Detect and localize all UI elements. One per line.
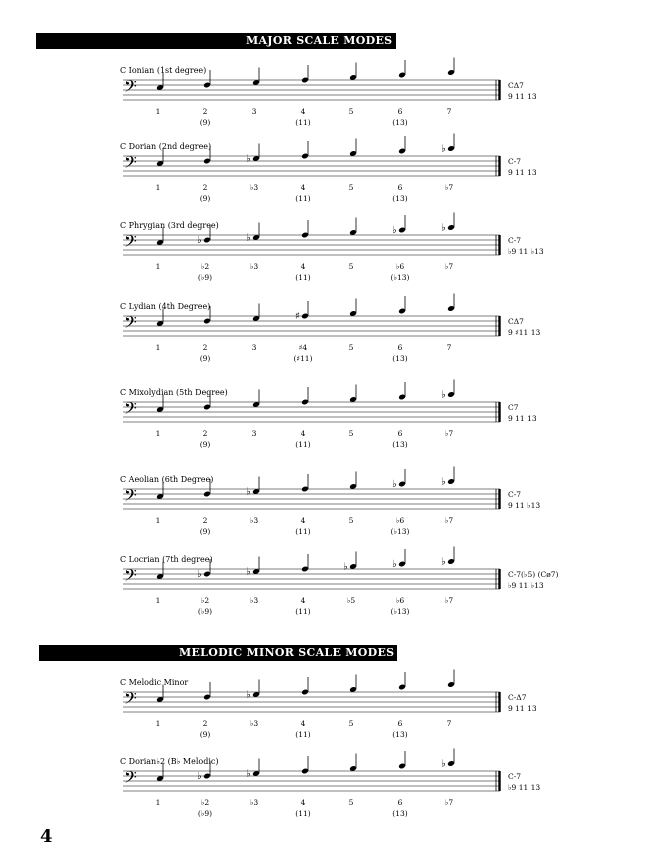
degree-label: 1 (155, 429, 161, 438)
major-scale-modes-header (36, 33, 396, 49)
flat-icon: ♭ (246, 232, 251, 244)
mode-staff (0, 556, 648, 629)
flat-icon: ♭ (441, 758, 446, 770)
chord-symbol: C-7 (508, 490, 522, 499)
degree-label: ♭5 (346, 596, 356, 605)
degree-label: 4 (300, 183, 306, 192)
note (203, 682, 211, 700)
mode-label: C Dorian♭2 (B♭ Melodic) (120, 757, 219, 766)
degree-label: 1 (155, 343, 161, 352)
bass-clef-icon: 𝄢 (124, 485, 137, 509)
note (398, 549, 406, 567)
sharp-icon: ♯ (295, 311, 300, 322)
flat-icon: ♭ (392, 559, 397, 570)
note (398, 296, 406, 314)
mode-label: C Ionian (1st degree) (120, 66, 207, 75)
degree-label: ♭2 (200, 262, 210, 271)
note (301, 677, 309, 695)
note (252, 68, 260, 86)
note (447, 467, 455, 485)
note (252, 144, 260, 162)
note (156, 149, 164, 167)
bass-clef-icon: 𝄢 (124, 152, 137, 176)
melodic-minor-scale-modes-header (39, 645, 397, 661)
degree-label: 6 (397, 719, 403, 728)
tension-label: (♭13) (390, 607, 410, 616)
tension-label: (11) (295, 607, 311, 616)
note (252, 223, 260, 241)
tension-label: (9) (199, 118, 211, 127)
note (156, 764, 164, 782)
tension-label: (13) (392, 730, 408, 739)
note (349, 675, 357, 693)
degree-label: ♭6 (395, 596, 405, 605)
degree-label: 1 (155, 596, 161, 605)
mode-label: C Aeolian (6th Degree) (120, 475, 214, 484)
chord-tensions: 9 11 13 (508, 704, 537, 713)
chord-tensions: ♭9 11 ♭13 (508, 581, 544, 590)
mode-staff (0, 143, 648, 216)
degree-label: ♭7 (444, 798, 454, 807)
degree-label: 4 (300, 596, 306, 605)
degree-label: 6 (397, 429, 403, 438)
flat-icon: ♭ (441, 556, 446, 568)
note (203, 146, 211, 164)
degree-label: 4 (300, 429, 306, 438)
note (156, 309, 164, 327)
mode-label: C Dorian (2nd degree) (120, 142, 212, 151)
tension-label: (♭9) (197, 607, 213, 616)
note (156, 228, 164, 246)
tension-label: (♯11) (293, 354, 313, 363)
note (349, 552, 357, 570)
bass-clef-icon: 𝄢 (124, 767, 137, 791)
note (349, 299, 357, 317)
chord-tensions: ♭9 11 13 (508, 783, 541, 792)
note (349, 63, 357, 81)
tension-label: (11) (295, 730, 311, 739)
tension-label: (13) (392, 809, 408, 818)
degree-label: ♭3 (249, 516, 259, 525)
note (203, 392, 211, 410)
note (156, 73, 164, 91)
degree-label: ♯4 (298, 343, 308, 352)
note (398, 382, 406, 400)
note (349, 218, 357, 236)
note (156, 482, 164, 500)
tension-label: (11) (295, 809, 311, 818)
tension-label: (11) (295, 118, 311, 127)
flat-icon: ♭ (392, 479, 397, 490)
note (398, 751, 406, 769)
chord-symbol: C-7(♭5) (Cø7) (508, 570, 559, 579)
degree-label: 1 (155, 798, 161, 807)
tension-label: (11) (295, 527, 311, 536)
mode-label: C Phrygian (3rd degree) (120, 221, 219, 230)
degree-label: ♭3 (249, 262, 259, 271)
flat-icon: ♭ (197, 235, 202, 246)
section-title: MAJOR SCALE MODES (246, 34, 393, 47)
page-number: 4 (40, 826, 53, 847)
note (398, 215, 406, 233)
note (398, 469, 406, 487)
tension-label: (13) (392, 354, 408, 363)
degree-label: 7 (446, 107, 452, 116)
degree-label: 5 (348, 107, 354, 116)
note (156, 395, 164, 413)
note (252, 390, 260, 408)
degree-label: 5 (348, 343, 354, 352)
tension-label: (9) (199, 527, 211, 536)
degree-label: 6 (397, 183, 403, 192)
degree-label: 7 (446, 719, 452, 728)
degree-label: ♭7 (444, 429, 454, 438)
chord-tensions: ♭9 11 ♭13 (508, 247, 544, 256)
note (447, 58, 455, 76)
flat-icon: ♭ (246, 768, 251, 780)
degree-label: 5 (348, 429, 354, 438)
mode-label: C Lydian (4th Degree) (120, 302, 211, 311)
note (252, 680, 260, 698)
mode-staff (0, 222, 648, 295)
flat-icon: ♭ (441, 476, 446, 488)
tension-label: (13) (392, 118, 408, 127)
degree-label: 2 (202, 429, 208, 438)
flat-icon: ♭ (197, 771, 202, 782)
degree-label: 6 (397, 107, 403, 116)
tension-label: (11) (295, 440, 311, 449)
note (301, 756, 309, 774)
note (203, 559, 211, 577)
note (203, 306, 211, 324)
bass-clef-icon: 𝄢 (124, 565, 137, 589)
chord-symbol: C-Δ7 (508, 693, 527, 702)
degree-label: ♭7 (444, 516, 454, 525)
note (156, 685, 164, 703)
note (203, 70, 211, 88)
chord-tensions: 9 11 13 (508, 168, 537, 177)
note (349, 139, 357, 157)
degree-label: 5 (348, 798, 354, 807)
chord-symbol: C-7 (508, 772, 522, 781)
flat-icon: ♭ (392, 225, 397, 236)
note (447, 547, 455, 565)
note (447, 294, 455, 312)
flat-icon: ♭ (246, 153, 251, 165)
tension-label: (9) (199, 354, 211, 363)
note (349, 754, 357, 772)
degree-label: 2 (202, 516, 208, 525)
note (301, 474, 309, 492)
mode-staff (0, 476, 648, 549)
chord-symbol: C7 (508, 403, 519, 412)
tension-label: (♭13) (390, 527, 410, 536)
degree-label: 4 (300, 262, 306, 271)
tension-label: (♭13) (390, 273, 410, 282)
chord-symbol: C-7 (508, 157, 522, 166)
note (447, 670, 455, 688)
degree-label: 1 (155, 183, 161, 192)
note (203, 761, 211, 779)
flat-icon: ♭ (441, 143, 446, 155)
mode-staff (0, 70, 648, 140)
note (156, 562, 164, 580)
bass-clef-icon: 𝄢 (124, 398, 137, 422)
note (447, 380, 455, 398)
degree-label: 2 (202, 343, 208, 352)
tension-label: (♭9) (197, 273, 213, 282)
bass-clef-icon: 𝄢 (124, 688, 137, 712)
tension-label: (11) (295, 273, 311, 282)
degree-label: ♭3 (249, 798, 259, 807)
degree-label: 4 (300, 516, 306, 525)
note (301, 141, 309, 159)
flat-icon: ♭ (441, 389, 446, 401)
section-title: MELODIC MINOR SCALE MODES (179, 646, 395, 659)
chord-symbol: CΔ7 (508, 317, 524, 326)
degree-label: 4 (300, 798, 306, 807)
chord-tensions: 9 11 ♭13 (508, 501, 541, 510)
degree-label: ♭7 (444, 262, 454, 271)
degree-label: 7 (446, 343, 452, 352)
chord-symbol: CΔ7 (508, 81, 524, 90)
degree-label: 6 (397, 798, 403, 807)
chord-tensions: 9 ♯11 13 (508, 328, 541, 337)
tension-label: (9) (199, 730, 211, 739)
note (252, 557, 260, 575)
note (301, 387, 309, 405)
degree-label: 3 (251, 429, 257, 438)
degree-label: ♭7 (444, 596, 454, 605)
degree-label: ♭7 (444, 183, 454, 192)
degree-label: 3 (251, 343, 257, 352)
degree-label: 1 (155, 719, 161, 728)
note (203, 479, 211, 497)
note (252, 759, 260, 777)
chord-tensions: 9 11 13 (508, 414, 537, 423)
note (203, 225, 211, 243)
flat-icon: ♭ (343, 561, 348, 573)
mode-staff (0, 389, 648, 462)
bass-clef-icon: 𝄢 (124, 312, 137, 336)
chord-symbol: C-7 (508, 236, 522, 245)
degree-label: ♭6 (395, 516, 405, 525)
bass-clef-icon: 𝄢 (124, 76, 137, 100)
flat-icon: ♭ (441, 222, 446, 234)
note (252, 304, 260, 322)
tension-label: (11) (295, 194, 311, 203)
degree-label: ♭3 (249, 719, 259, 728)
degree-label: ♭6 (395, 262, 405, 271)
degree-label: 6 (397, 343, 403, 352)
note (301, 65, 309, 83)
degree-label: ♭3 (249, 183, 259, 192)
degree-label: 5 (348, 719, 354, 728)
degree-label: 2 (202, 719, 208, 728)
mode-label: C Locrian (7th degree) (120, 555, 213, 564)
tension-label: (♭9) (197, 809, 213, 818)
flat-icon: ♭ (246, 486, 251, 498)
note (398, 672, 406, 690)
tension-label: (13) (392, 440, 408, 449)
mode-staff (0, 682, 648, 752)
degree-label: 5 (348, 262, 354, 271)
degree-label: 5 (348, 516, 354, 525)
degree-label: ♭2 (200, 596, 210, 605)
degree-label: 1 (155, 107, 161, 116)
mode-staff (0, 758, 648, 831)
degree-label: 1 (155, 262, 161, 271)
tension-label: (9) (199, 194, 211, 203)
chord-tensions: 9 11 13 (508, 92, 537, 101)
degree-label: 2 (202, 107, 208, 116)
degree-label: 4 (300, 107, 306, 116)
degree-label: ♭2 (200, 798, 210, 807)
note (301, 220, 309, 238)
mode-label: C Mixolydian (5th Degree) (120, 388, 228, 397)
mode-staff (0, 306, 648, 376)
note (398, 60, 406, 78)
flat-icon: ♭ (197, 569, 202, 580)
degree-label: 3 (251, 107, 257, 116)
degree-label: 4 (300, 719, 306, 728)
degree-label: 5 (348, 183, 354, 192)
flat-icon: ♭ (246, 566, 251, 578)
note (349, 385, 357, 403)
tension-label: (13) (392, 194, 408, 203)
degree-label: ♭3 (249, 596, 259, 605)
mode-label: C Melodic Minor (120, 678, 189, 687)
degree-label: 2 (202, 183, 208, 192)
note (301, 554, 309, 572)
flat-icon: ♭ (246, 689, 251, 701)
bass-clef-icon: 𝄢 (124, 231, 137, 255)
note (349, 472, 357, 490)
note (252, 477, 260, 495)
note (301, 301, 309, 319)
degree-label: 1 (155, 516, 161, 525)
tension-label: (9) (199, 440, 211, 449)
